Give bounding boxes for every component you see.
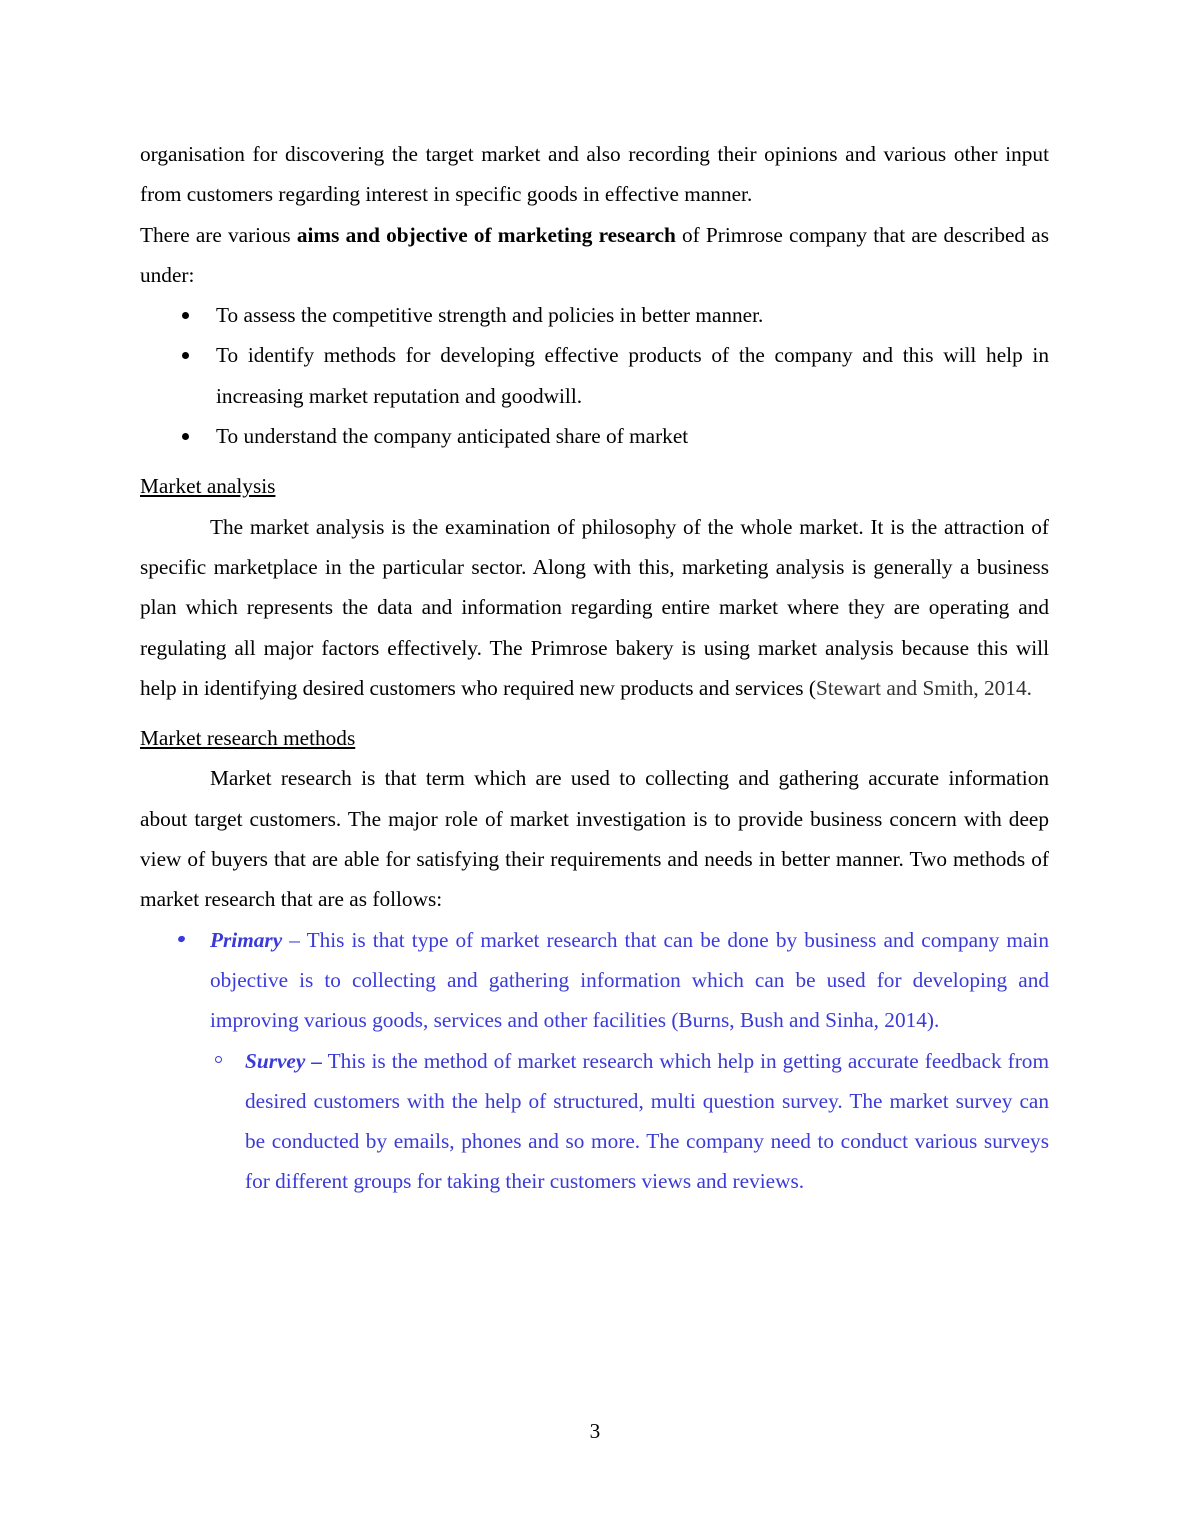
survey-text: This is the method of market research which help in getting accurate feedback from desired customers with the help of structured, multi question survey. The market survey can be conducted by emails, phones and so more. The company need to conduct various surveys for different groups for taking their customers views and reviews. [245, 1048, 1050, 1194]
list-item-text: To identify methods for developing effective products of the company and this will help in increasing market reputation and goodwill. [216, 343, 1049, 408]
document-page [140, 134, 1049, 1202]
market-analysis-paragraph [140, 507, 1049, 708]
aims-text-after: of Primrose company that are described as under: [140, 222, 1049, 287]
market-analysis-citation: Stewart and Smith, 2014. [816, 675, 1032, 700]
market-analysis-body: The market analysis is the examination of philosophy of the whole market. It is the attraction of specific marketplace in the particular sector. Along with this, marketing analysis is generally a business plan which represents the data and information regarding entire market where they are operating and regulating all major factors effectively. The Primrose bakery is using market analysis because this will help in identifying desired customers who required new products and services ( [140, 514, 1049, 700]
list-item [140, 335, 1049, 416]
page-number: 3 [589, 1419, 601, 1443]
bullet-icon [182, 433, 189, 440]
aims-text-before: There are various [140, 222, 297, 247]
aims-paragraph [140, 215, 1049, 296]
circle-bullet-icon [215, 1056, 222, 1063]
intro-paragraph: organisation for discovering the target market and also recording their opinions and various other input from customers regarding interest in specific goods in effective manner. [140, 142, 1049, 207]
list-item-text: To assess the competitive strength and policies in better manner. [216, 303, 764, 328]
aims-bold-text: aims and objective of marketing research [296, 222, 676, 247]
research-methods-heading: Market research methods [140, 726, 356, 751]
bullet-icon [182, 312, 189, 319]
primary-label: Primary [210, 927, 283, 952]
list-item [140, 416, 1049, 456]
survey-label: Survey – [245, 1048, 322, 1073]
survey-method-item [140, 1041, 1049, 1202]
list-item-text: To understand the company anticipated share of market [216, 424, 689, 449]
list-item [140, 295, 1049, 335]
bullet-icon [182, 352, 189, 359]
bullet-icon [177, 935, 186, 943]
market-analysis-heading: Market analysis [140, 474, 276, 499]
research-methods-paragraph: Market research is that term which are used to collecting and gathering accurate information about target customers. The major role of market investigation is to provide business concern with deep view of buyers that are able for satisfying their requirements and needs in better manner. Two methods of market research that are as follows: [140, 766, 1049, 912]
aims-list [140, 295, 1049, 456]
primary-text: – This is that type of market research that can be done by business and company main objective is to collecting and gathering information which can be used for developing and improving various goods, services and other facilities (Burns, Bush and Sinha, 2014). [210, 927, 1049, 1033]
primary-method-item [140, 920, 1049, 1041]
